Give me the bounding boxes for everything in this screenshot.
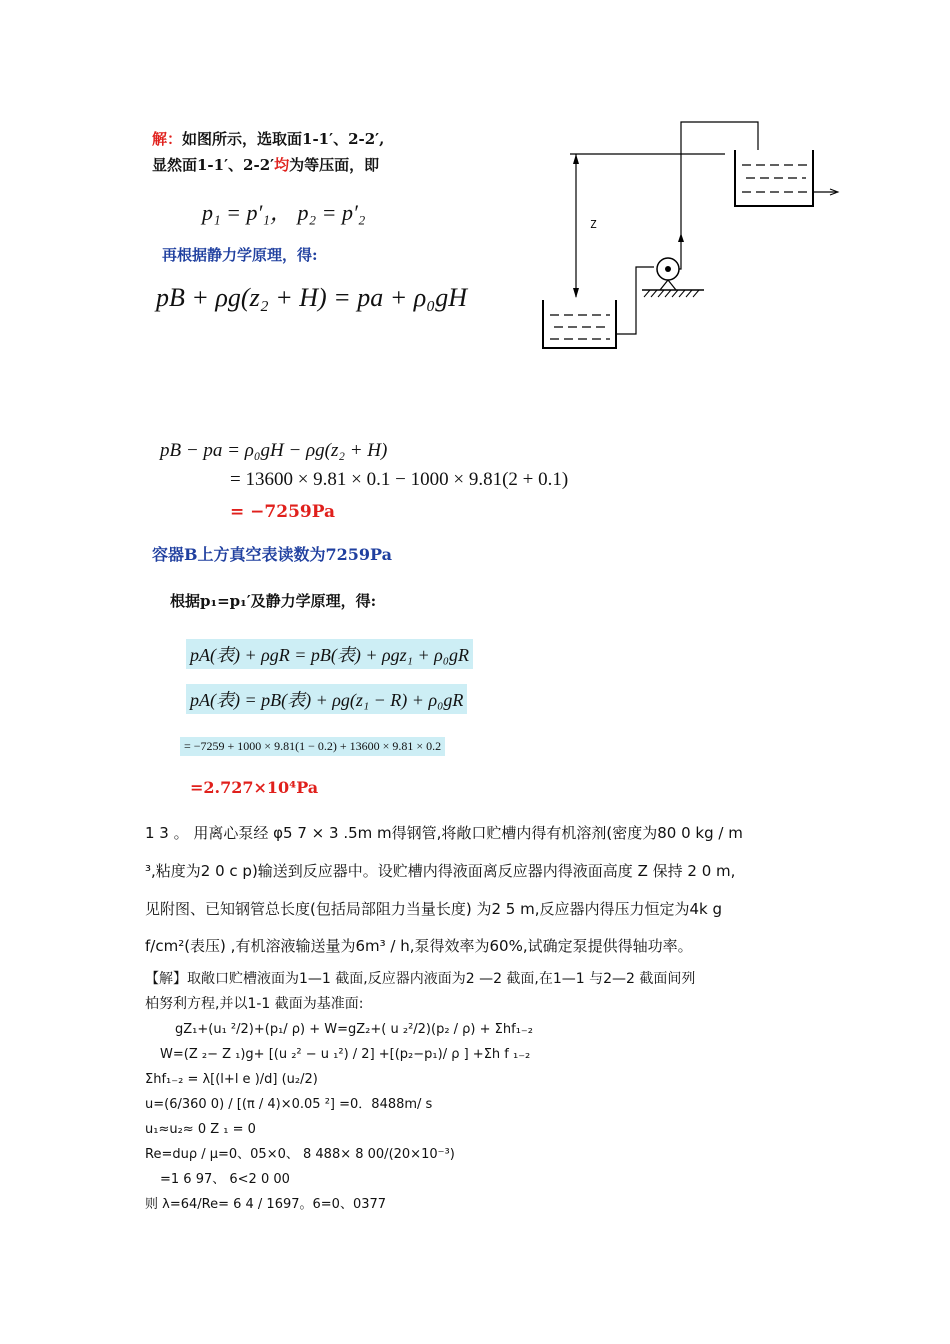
solution-intro-line1: [152, 128, 384, 150]
solution13-line5: Σhf₁₋₂ = λ[(l+l e )/d] (u₂/2): [145, 1072, 318, 1087]
solution-intro-text: 如图所示，选取面1-1′、2-2′,: [182, 130, 385, 148]
lower-tank: [543, 300, 616, 348]
pump-hub: [665, 266, 671, 272]
solution13-line6: u=(6/360 0) / [(π / 4)×0.05 ²] =0．8488m/ s: [145, 1097, 433, 1112]
flow-arrow-icon: [678, 233, 684, 242]
problem13-line4: f/cm²(表压) ,有机溶液输送量为6m³ / h,泵得效率为60%,试确定泵提供得轴功率。: [145, 937, 693, 955]
vacuum-gauge-reading: 容器B上方真空表读数为7259Pa: [152, 545, 393, 564]
pump-system-diagram: [530, 112, 850, 357]
second-part-intro: [170, 590, 376, 612]
equation-b: pA(表) = pB(表) + ρg(z₁ − R) + ρ₀gR: [186, 684, 467, 714]
solution13-line2: 柏努利方程,并以1-1 截面为基准面:: [145, 996, 364, 1012]
solution13-line10: 则 λ=64/Re= 6 4 / 1697。6=0、0377: [145, 1197, 387, 1212]
solution13-line9: =1 6 97、 6<2 0 00: [160, 1172, 290, 1187]
solution13-line3: gZ₁+(u₁ ²/2)+(p₁/ ρ) + W=gZ₂+( u ₂²/2)(p₂ / ρ) + Σhf₁₋₂: [175, 1022, 533, 1037]
second-intro-before: 根据: [170, 592, 201, 610]
solution13-line8: Re=duρ / μ=0、05×0、 8 488× 8 00/(20×10⁻³): [145, 1147, 455, 1162]
solution-intro-line2: [152, 154, 379, 176]
pump-stand: [660, 280, 668, 290]
pressure-diff-result: = −7259Pa: [230, 502, 336, 522]
equation-c: = −7259 + 1000 × 9.81(1 − 0.2) + 13600 × 9.81 × 0.2: [180, 737, 445, 756]
height-label-z: Z: [590, 218, 597, 231]
intro-line2-after: 为等压面，即: [289, 156, 380, 174]
pressure-diff-line2: = 13600 × 9.81 × 0.1 − 1000 × 9.81(2 + 0.1): [230, 469, 569, 490]
dimension-arrow-down-icon: [573, 288, 579, 298]
discharge-pipe: [679, 122, 758, 269]
solution13-line1: 【解】取敞口贮槽液面为1—1 截面,反应器内液面为2 —2 截面,在1—1 与2—2 截面间列: [145, 971, 696, 987]
statics-intro: 再根据静力学原理，得:: [162, 246, 318, 264]
solution13-line4: W=(Z ₂− Z ₁)g+ [(u ₂² − u ₁²) / 2] +[(p₂−p₁)/ ρ ] +Σh f ₁₋₂: [160, 1047, 531, 1062]
pressure-diff-line1: pB − pa = ρ₀gH − ρg(z₂ + H): [160, 440, 388, 461]
statics-equation: pB + ρg(z₂ + H) = pa + ρ₀gH: [156, 283, 468, 312]
ground-hatching: [644, 290, 699, 297]
solution13-line7: u₁≈u₂≈ 0 Z ₁ = 0: [145, 1122, 256, 1137]
second-intro-after: 及静力学原理，得:: [250, 592, 377, 610]
equation-a: pA(表) + ρgR = pB(表) + ρgz₁ + ρ₀gR: [186, 639, 473, 669]
equal-pressure-equation: p₁ = p′₁， p₂ = p′₂: [202, 200, 366, 225]
final-result: =2.727×10⁴Pa: [190, 778, 319, 797]
intro-line2-emphasis: 均: [274, 156, 290, 174]
suction-pipe: [616, 267, 654, 334]
dimension-arrow-up-icon: [573, 154, 579, 164]
problem13-line3: 见附图、已知钢管总长度(包括局部阻力当量长度) 为2 5 m,反应器内得压力恒定为4k g: [145, 900, 722, 918]
solution-label: 解：: [152, 130, 183, 148]
problem13-line2: ³,粘度为2 0 c p)输送到反应器中。设贮槽内得液面离反应器内得液面高度 Z 保持 2 0 m,: [145, 862, 736, 880]
second-intro-formula: p₁=p₁′: [200, 592, 251, 610]
intro-line2-before: 显然面1-1′、2-2′: [152, 156, 275, 174]
problem13-line1: 1 3 。 用离心泵经 φ5 7 × 3 .5m m得钢管,将敞口贮槽内得有机溶剂(密度为80 0 kg / m: [145, 824, 743, 842]
pump-stand-2: [668, 280, 676, 290]
